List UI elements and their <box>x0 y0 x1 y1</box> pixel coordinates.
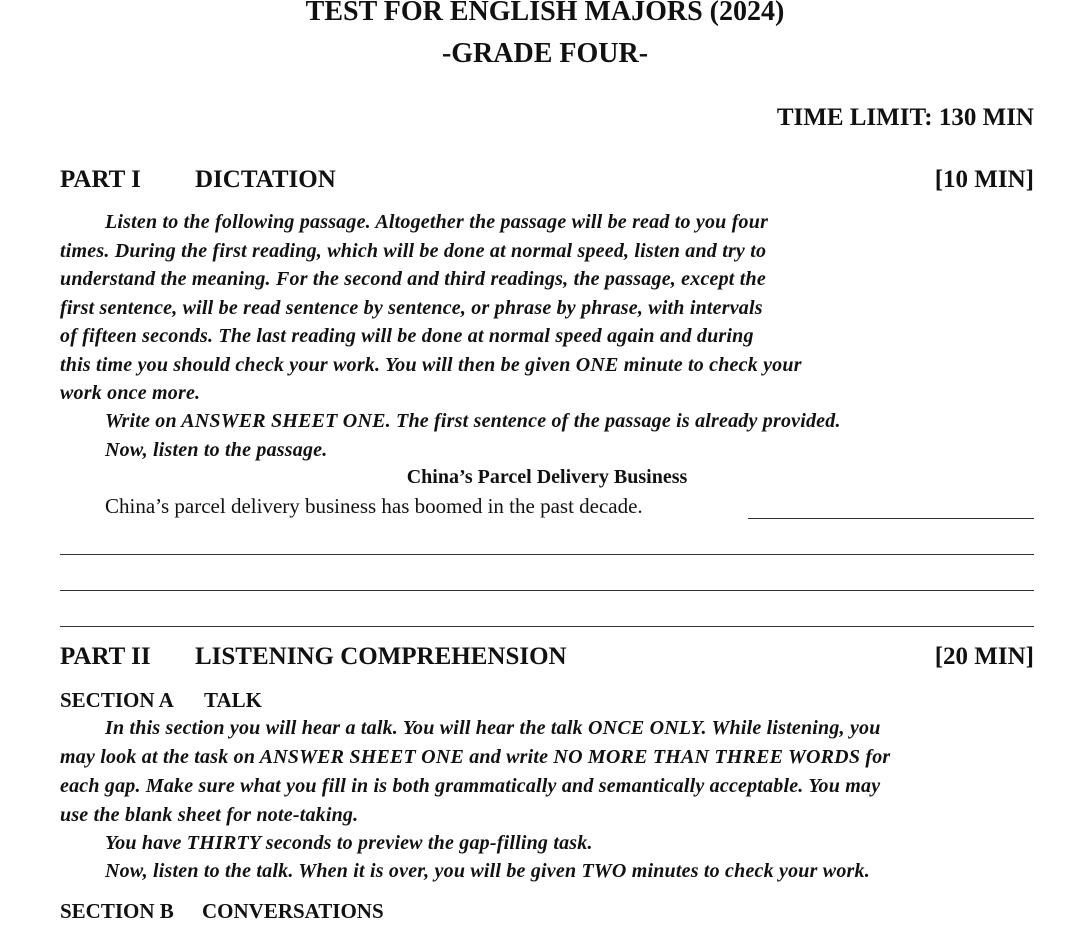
part1-instruction-line: understand the meaning. For the second and third readings, the passage, except the <box>60 268 766 290</box>
exam-grade: -GRADE FOUR- <box>441 38 649 69</box>
section-b-label: SECTION B <box>60 899 174 923</box>
section-a-instruction-line: may look at the task on ANSWER SHEET ONE and write NO MORE THAN THREE WORDS for <box>60 746 891 768</box>
answer-line <box>60 626 1034 627</box>
section-a-label: SECTION A <box>60 688 174 712</box>
exam-title: TEST FOR ENGLISH MAJORS (2024) <box>305 0 785 27</box>
part1-instruction-line: this time you should check your work. You will then be given ONE minute to check your <box>60 354 802 376</box>
time-limit: TIME LIMIT: 130 MIN <box>776 104 1034 131</box>
part1-instruction-line: of fifteen seconds. The last reading will be done at normal speed again and during <box>60 325 754 347</box>
part2-name: LISTENING COMPREHENSION <box>195 643 567 670</box>
section-b-name: CONVERSATIONS <box>202 899 384 923</box>
section-a-listen: Now, listen to the talk. When it is over, you will be given TWO minutes to check your work. <box>105 860 870 882</box>
part1-name: DICTATION <box>195 166 336 193</box>
part1-instruction-line: times. During the first reading, which will be done at normal speed, listen and try to <box>60 240 767 262</box>
answer-line <box>60 554 1034 555</box>
section-a-instruction-line: In this section you will hear a talk. You will hear the talk ONCE ONLY. While listening, you <box>105 717 881 739</box>
part1-instruction-line: Listen to the following passage. Altogether the passage will be read to you four <box>105 211 769 233</box>
part1-write-on: Write on ANSWER SHEET ONE. The first sentence of the passage is already provided. <box>105 410 841 432</box>
section-a-name: TALK <box>204 688 262 712</box>
answer-line <box>60 590 1034 591</box>
answer-line <box>748 518 1034 519</box>
part1-instruction-line: work once more. <box>60 382 201 404</box>
part1-label: PART I <box>60 166 141 193</box>
passage-title: China’s Parcel Delivery Business <box>406 466 688 488</box>
passage-first-sentence: China’s parcel delivery business has boomed in the past decade. <box>105 494 643 518</box>
part1-instruction-line: first sentence, will be read sentence by sentence, or phrase by phrase, with intervals <box>60 297 763 319</box>
part2-time: [20 MIN] <box>934 643 1034 670</box>
part1-time: [10 MIN] <box>934 166 1034 193</box>
section-a-instruction-line: use the blank sheet for note-taking. <box>60 804 359 826</box>
section-a-preview: You have THIRTY seconds to preview the gap-filling task. <box>105 832 593 854</box>
part1-listen: Now, listen to the passage. <box>105 439 328 461</box>
part2-label: PART II <box>60 643 151 670</box>
section-a-instruction-line: each gap. Make sure what you fill in is both grammatically and semantically acceptable. You may <box>60 775 881 797</box>
